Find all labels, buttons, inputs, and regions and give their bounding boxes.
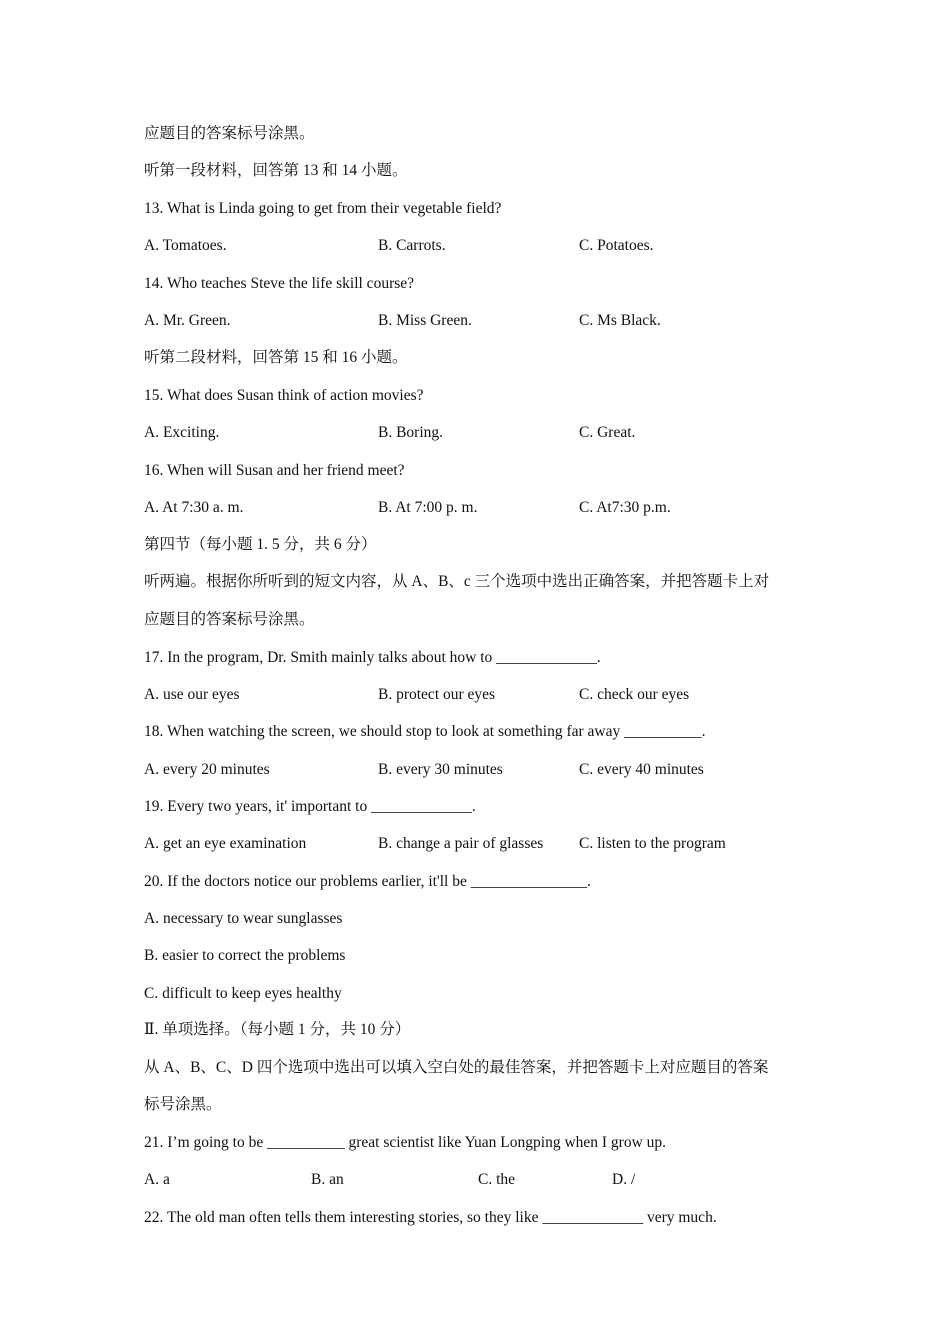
question-20-option-c: C. difficult to keep eyes healthy xyxy=(144,985,342,1002)
option-b: B. change a pair of glasses xyxy=(378,835,544,852)
option-b: B. an xyxy=(311,1171,344,1188)
section-4-heading: 第四节（每小题 1. 5 分，共 6 分） xyxy=(144,536,377,553)
question-19: 19. Every two years, it' important to _____________. xyxy=(144,798,476,815)
question-21: 21. I’m going to be __________ great scientist like Yuan Longping when I grow up. xyxy=(144,1134,667,1151)
option-c: C. Potatoes. xyxy=(579,237,654,254)
part-2-instruction-line1: 从 A、B、C、D 四个选项中选出可以填入空白处的最佳答案，并把答题卡上对应题目的答案 xyxy=(144,1059,769,1076)
option-c: C. Ms Black. xyxy=(579,312,661,329)
question-13: 13. What is Linda going to get from their vegetable field? xyxy=(144,200,502,217)
question-20-option-b: B. easier to correct the problems xyxy=(144,947,346,964)
option-a: A. At 7:30 a. m. xyxy=(144,499,244,516)
option-c: C. At7:30 p.m. xyxy=(579,499,671,516)
question-20: 20. If the doctors notice our problems earlier, it'll be _______________. xyxy=(144,873,591,890)
option-c: C. every 40 minutes xyxy=(579,761,704,778)
question-18: 18. When watching the screen, we should stop to look at something far away __________. xyxy=(144,723,706,740)
option-d: D. / xyxy=(612,1171,636,1188)
part-2-instruction-line2: 标号涂黑。 xyxy=(144,1096,222,1113)
question-17: 17. In the program, Dr. Smith mainly talks about how to _____________. xyxy=(144,649,601,666)
option-a: A. use our eyes xyxy=(144,686,240,703)
section-4-instruction-line2: 应题目的答案标号涂黑。 xyxy=(144,611,315,628)
question-20-option-a: A. necessary to wear sunglasses xyxy=(144,910,343,927)
option-c: C. listen to the program xyxy=(579,835,726,852)
option-b: B. At 7:00 p. m. xyxy=(378,499,478,516)
part-2-heading: Ⅱ. 单项选择。（每小题 1 分，共 10 分） xyxy=(144,1021,411,1038)
section-instruction-part1: 听第一段材料，回答第 13 和 14 小题。 xyxy=(144,162,408,179)
section-instruction-part2: 听第二段材料，回答第 15 和 16 小题。 xyxy=(144,349,408,366)
option-a: A. a xyxy=(144,1171,170,1188)
option-c: C. the xyxy=(478,1171,516,1188)
option-c: C. Great. xyxy=(579,424,636,441)
option-a: A. Mr. Green. xyxy=(144,312,231,329)
option-b: B. protect our eyes xyxy=(378,686,496,703)
option-a: A. get an eye examination xyxy=(144,835,307,852)
option-a: A. Tomatoes. xyxy=(144,237,227,254)
option-a: A. Exciting. xyxy=(144,424,220,441)
option-c: C. check our eyes xyxy=(579,686,690,703)
question-22: 22. The old man often tells them interesting stories, so they like _____________ very much. xyxy=(144,1209,717,1226)
option-b: B. Miss Green. xyxy=(378,312,472,329)
question-16: 16. When will Susan and her friend meet? xyxy=(144,462,405,479)
question-14: 14. Who teaches Steve the life skill course? xyxy=(144,275,415,292)
instruction-continuation: 应题目的答案标号涂黑。 xyxy=(144,125,315,142)
question-15: 15. What does Susan think of action movies? xyxy=(144,387,424,404)
option-a: A. every 20 minutes xyxy=(144,761,270,778)
section-4-instruction-line1: 听两遍。根据你所听到的短文内容，从 A、B、c 三个选项中选出正确答案，并把答题卡上对 xyxy=(144,573,770,590)
option-b: B. Carrots. xyxy=(378,237,446,254)
option-b: B. every 30 minutes xyxy=(378,761,503,778)
option-b: B. Boring. xyxy=(378,424,444,441)
